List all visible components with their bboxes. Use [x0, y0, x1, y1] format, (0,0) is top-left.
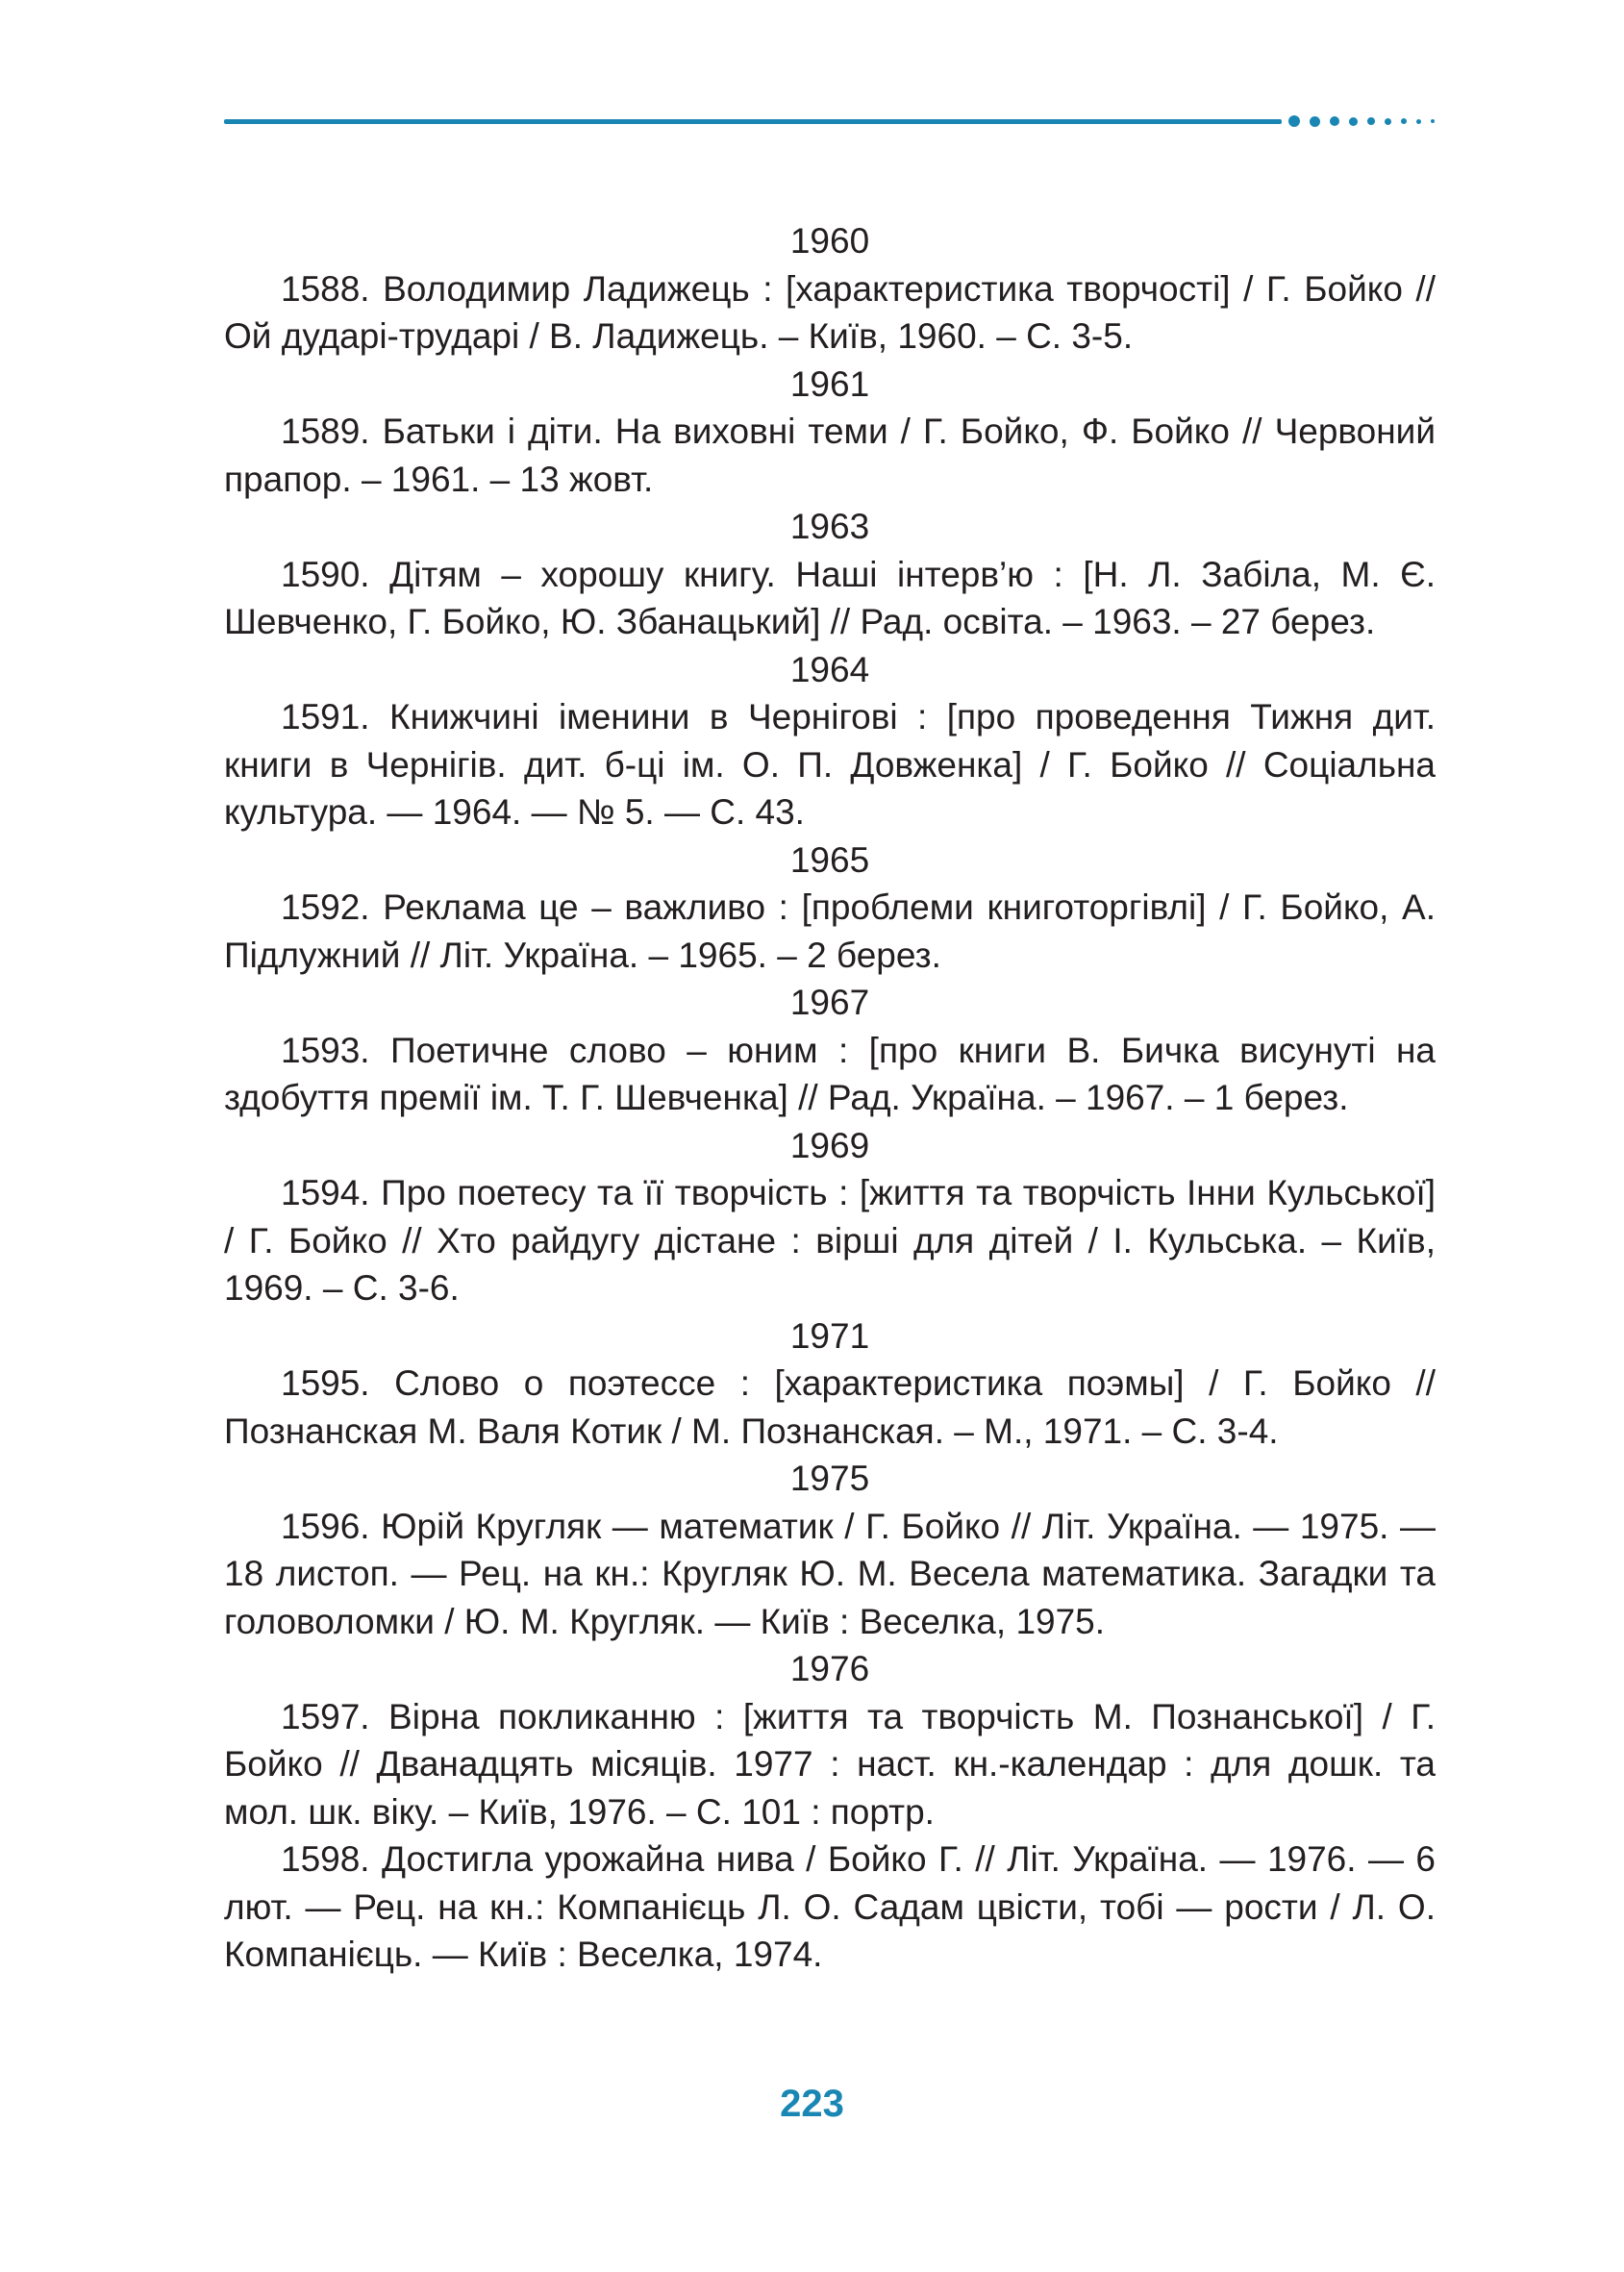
- year-heading: 1961: [789, 363, 870, 404]
- year-heading: 1969: [789, 1125, 870, 1165]
- bibliography-entry: 1595. Слово о поэтессе : [характеристика поэмы] / Г. Бойко // Познанская М. Валя Котик / М. Познанская. – М., 1971. – С. 3-4.: [224, 1363, 1436, 1451]
- year-heading: 1967: [789, 983, 870, 1022]
- bibliography-entry: 1592. Реклама це – важливо : [проблеми книготоргівлі] / Г. Бойко, А. Підлужний // Літ. Україна. – 1965. – 2 берез.: [224, 887, 1436, 975]
- year-heading: 1975: [789, 1459, 870, 1498]
- bibliography-entry: 1598. Достигла урожайна нива / Бойко Г. // Літ. Україна. — 1976. — 6 лют. — Рец. на кн.: Компанієць Л. О. Садам цвісти, тобі — рости / Л. О. Компанієць. — Київ : Веселка, 1974.: [224, 1839, 1436, 1974]
- bibliography-entry: 1588. Володимир Ладижець : [характеристика творчості] / Г. Бойко // Ой дударі-трударі / В. Ладижець. – Київ, 1960. – С. 3-5.: [224, 268, 1436, 356]
- bibliography-entry: 1596. Юрій Кругляк — математик / Г. Бойко // Літ. Україна. — 1975. — 18 листоп. — Рец. на кн.: Кругляк Ю. М. Весела математика. Загадки та головоломки / Ю. М. Кругляк. — Київ : Веселка, 1975.: [224, 1506, 1436, 1641]
- year-heading: 1963: [789, 507, 870, 546]
- year-heading: 1971: [789, 1315, 870, 1356]
- bibliography-entry: 1589. Батьки і діти. На виховні теми / Г. Бойко, Ф. Бойко // Червоний прапор. – 1961. – 13 жовт.: [224, 412, 1436, 499]
- header-dot: [1367, 117, 1375, 125]
- header-dot: [1330, 116, 1339, 126]
- header-dot: [1385, 118, 1391, 125]
- header-dot: [1349, 117, 1358, 126]
- year-heading: 1960: [789, 221, 870, 261]
- header-dot: [1401, 118, 1407, 124]
- bibliography-entry: 1590. Дітям – хорошу книгу. Наші інтерв’ю : [Н. Л. Забіла, М. Є. Шевченко, Г. Бойко, Ю. Збанацький] // Рад. освіта. – 1963. – 27 берез.: [224, 554, 1436, 641]
- header-dot: [1288, 115, 1300, 127]
- header-dot: [1416, 119, 1421, 124]
- header-dot: [1431, 119, 1435, 123]
- year-heading: 1965: [789, 839, 870, 880]
- bibliography-entry: 1593. Поетичне слово – юним : [про книги В. Бичка висунуті на здобуття премії ім. Т. Г. Шевченка] // Рад. Україна. – 1967. – 1 берез.: [224, 1030, 1436, 1117]
- bibliography-entry: 1591. Книжчині іменини в Чернігові : [про проведення Тижня дит. книги в Чернігів. дит. б-ці ім. О. П. Довженка] / Г. Бойко // Соціальна культура. — 1964. — № 5. — С. 43.: [224, 697, 1436, 832]
- header-dot: [1310, 116, 1320, 127]
- year-heading: 1964: [789, 649, 870, 689]
- page-number: 223: [780, 2083, 844, 2125]
- header-rule: [224, 119, 1282, 124]
- year-heading: 1976: [789, 1649, 870, 1688]
- bibliography-list: [224, 217, 1436, 1979]
- header-dots: [1288, 113, 1444, 129]
- bibliography-entry: 1594. Про поетесу та її творчість : [життя та творчість Інни Кульської] / Г. Бойко // Хто райдугу дістане : вірші для дітей / І. Кульська. – Київ, 1969. – С. 3-6.: [224, 1173, 1436, 1308]
- bibliography-entry: 1597. Вірна покликанню : [життя та творчість М. Познанської] / Г. Бойко // Дванадцять місяців. 1977 : наст. кн.-календар : для дошк. та мол. шк. віку. – Київ, 1976. – С. 101 : портр.: [224, 1696, 1436, 1832]
